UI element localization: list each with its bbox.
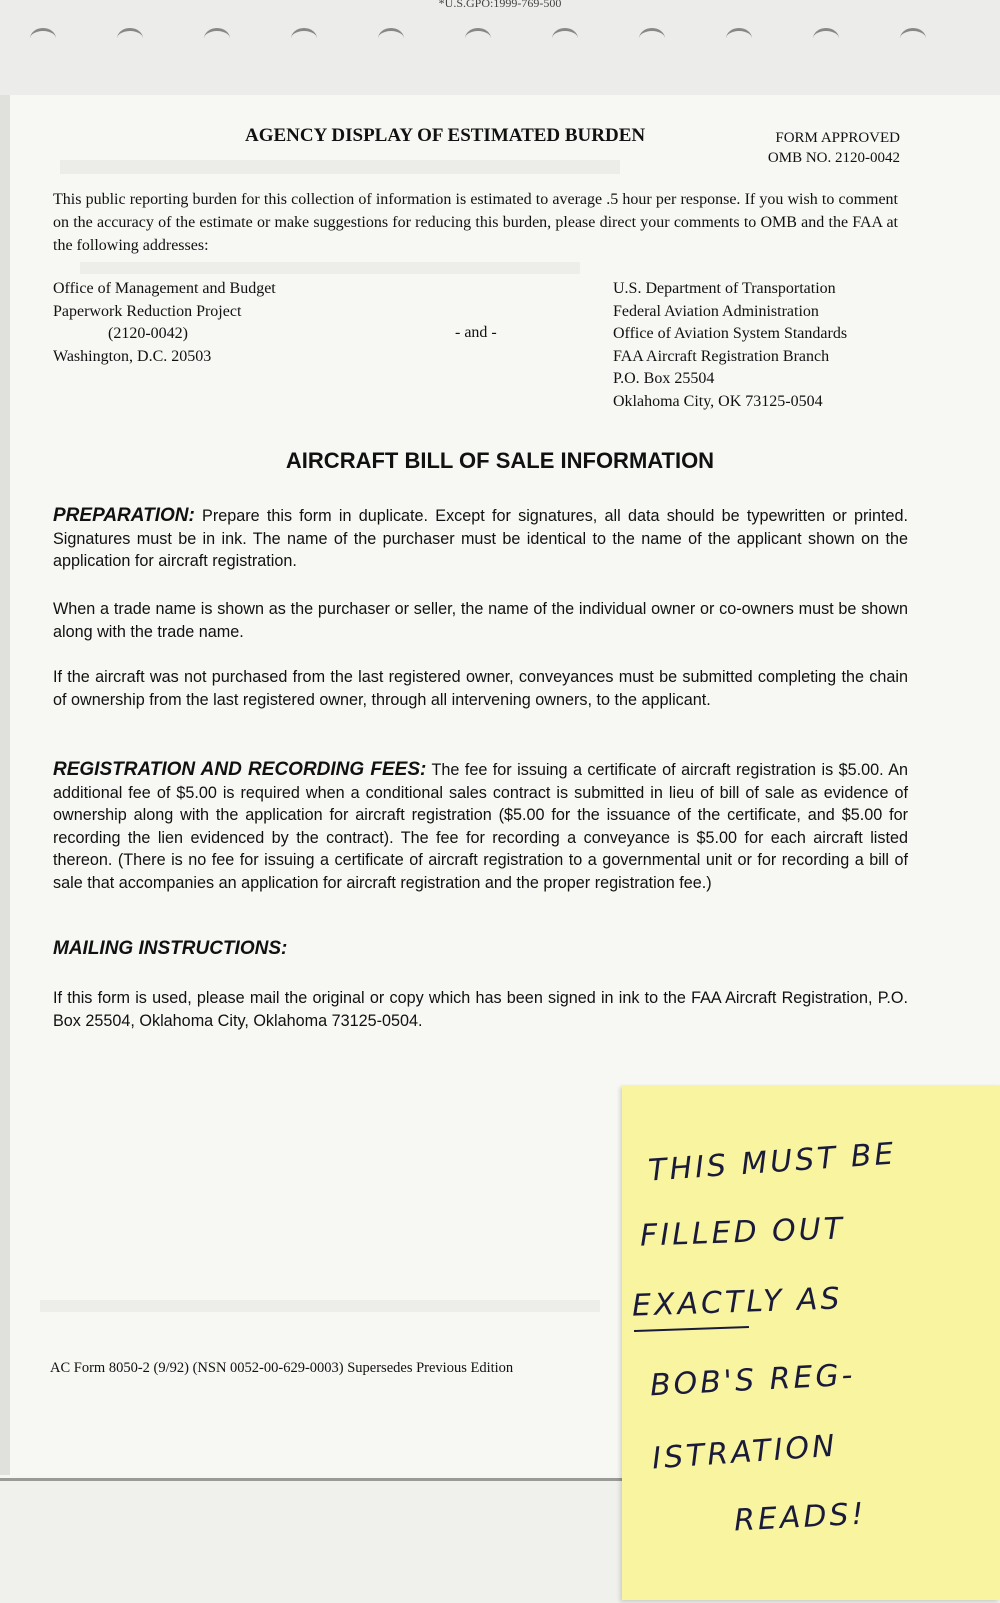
- fees-text: The fee for issuing a certificate of aircraft registration is $5.00. An additional fee of $5.00 is required when a conditional sales contract is submitted in lieu of bill of sale as evidence of ownership along with the application for aircraft registration ($5.00 for the issuance of the certificate, and $5.00 for recording the lien evidenced by the contract). The fee for recording a conveyance is $5.00 for each aircraft listed thereon. (There is no fee for issuing a certificate of aircraft registration to a governmental unit or for recording a bill of sale that accompanies an application for aircraft registration and the proper registration fee.): [53, 761, 908, 892]
- bill-of-sale-info-title: AIRCRAFT BILL OF SALE INFORMATION: [285, 448, 715, 473]
- binding-hole-icon: [552, 28, 578, 49]
- chain-of-ownership-paragraph: If the aircraft was not purchased from the last registered owner, conveyances must be submitted completing the chain of ownership from the last registered owner, through all intervening owners, to the applicant.: [53, 668, 908, 709]
- address-line: Paperwork Reduction Project: [53, 302, 242, 320]
- address-line: Oklahoma City, OK 73125-0504: [613, 392, 823, 410]
- gpo-stamp: *U.S.GPO:1999-769-500: [438, 0, 562, 10]
- address-line: FAA Aircraft Registration Branch: [613, 347, 830, 365]
- preparation-text: Prepare this form in duplicate. Except for signatures, all data should be typewritten or printed. Signatures must be in ink. The name of the purchaser must be identical to the name of the applicant shown on the application for aircraft registration.: [53, 507, 909, 570]
- address-line: (2120-0042): [108, 325, 188, 342]
- address-line: Washington, D.C. 20503: [53, 347, 212, 365]
- preparation-heading: PREPARATION:: [53, 505, 195, 526]
- address-line: Office of Management and Budget: [53, 280, 276, 297]
- binding-hole-icon: [291, 28, 317, 49]
- address-line: P.O. Box 25504: [613, 370, 715, 387]
- form-identifier: AC Form 8050-2 (9/92) (NSN 0052-00-629-0003) Supersedes Previous Edition: [50, 1360, 514, 1376]
- address-line: Office of Aviation System Standards: [613, 325, 848, 342]
- note-line: ISTRATION: [651, 1428, 839, 1477]
- and-separator: - and -: [455, 324, 497, 341]
- note-line: BOB'S REG-: [649, 1357, 857, 1404]
- note-line: READS!: [733, 1496, 868, 1539]
- address-line: Federal Aviation Administration: [613, 302, 819, 320]
- form-approved-block: [750, 128, 900, 168]
- binding-hole-icon: [639, 28, 665, 49]
- burden-title: AGENCY DISPLAY OF ESTIMATED BURDEN: [245, 125, 646, 146]
- binding-hole-icon: [30, 28, 56, 49]
- sticky-note-handwriting: [622, 1085, 1000, 1600]
- binding-hole-icon: [204, 28, 230, 49]
- handwritten-underline: [634, 1326, 749, 1332]
- perforated-top-strip: [0, 0, 1000, 96]
- binding-hole-icon: [900, 28, 926, 49]
- preparation-paragraph: [53, 505, 908, 573]
- note-line: EXACTLY AS: [631, 1281, 844, 1324]
- note-line: THIS MUST BE: [647, 1136, 898, 1189]
- address-line: U.S. Department of Transportation: [613, 280, 836, 297]
- binding-hole-icon: [813, 28, 839, 49]
- binding-hole-icon: [465, 28, 491, 49]
- sticky-note: [622, 1085, 1000, 1600]
- faa-address: [613, 278, 847, 413]
- mailing-paragraph: If this form is used, please mail the original or copy which has been signed in ink to the FAA Aircraft Registration, P.O. Box 25504, Oklahoma City, Oklahoma 73125-0504.: [53, 989, 908, 1030]
- trade-name-paragraph: When a trade name is shown as the purchaser or seller, the name of the individual owner or co-owners must be shown along with the trade name.: [53, 600, 908, 641]
- fees-heading: REGISTRATION AND RECORDING FEES:: [53, 759, 427, 780]
- binding-hole-icon: [726, 28, 752, 49]
- binding-hole-icon: [378, 28, 404, 49]
- mailing-heading: MAILING INSTRUCTIONS:: [53, 938, 288, 959]
- form-approved-label: FORM APPROVED: [775, 130, 900, 146]
- fees-paragraph: [53, 759, 908, 894]
- binding-holes: [30, 28, 970, 58]
- omb-number: OMB NO. 2120-0042: [767, 150, 900, 166]
- burden-statement: This public reporting burden for this collection of information is estimated to average .5 hour per response. If you wish to comment on the accuracy of the estimate or make suggestions for reducing this burden, please direct your comments to OMB and the FAA at the following addresses:: [53, 191, 898, 254]
- binding-hole-icon: [117, 28, 143, 49]
- omb-address: [53, 278, 276, 368]
- note-line: FILLED OUT: [639, 1211, 846, 1254]
